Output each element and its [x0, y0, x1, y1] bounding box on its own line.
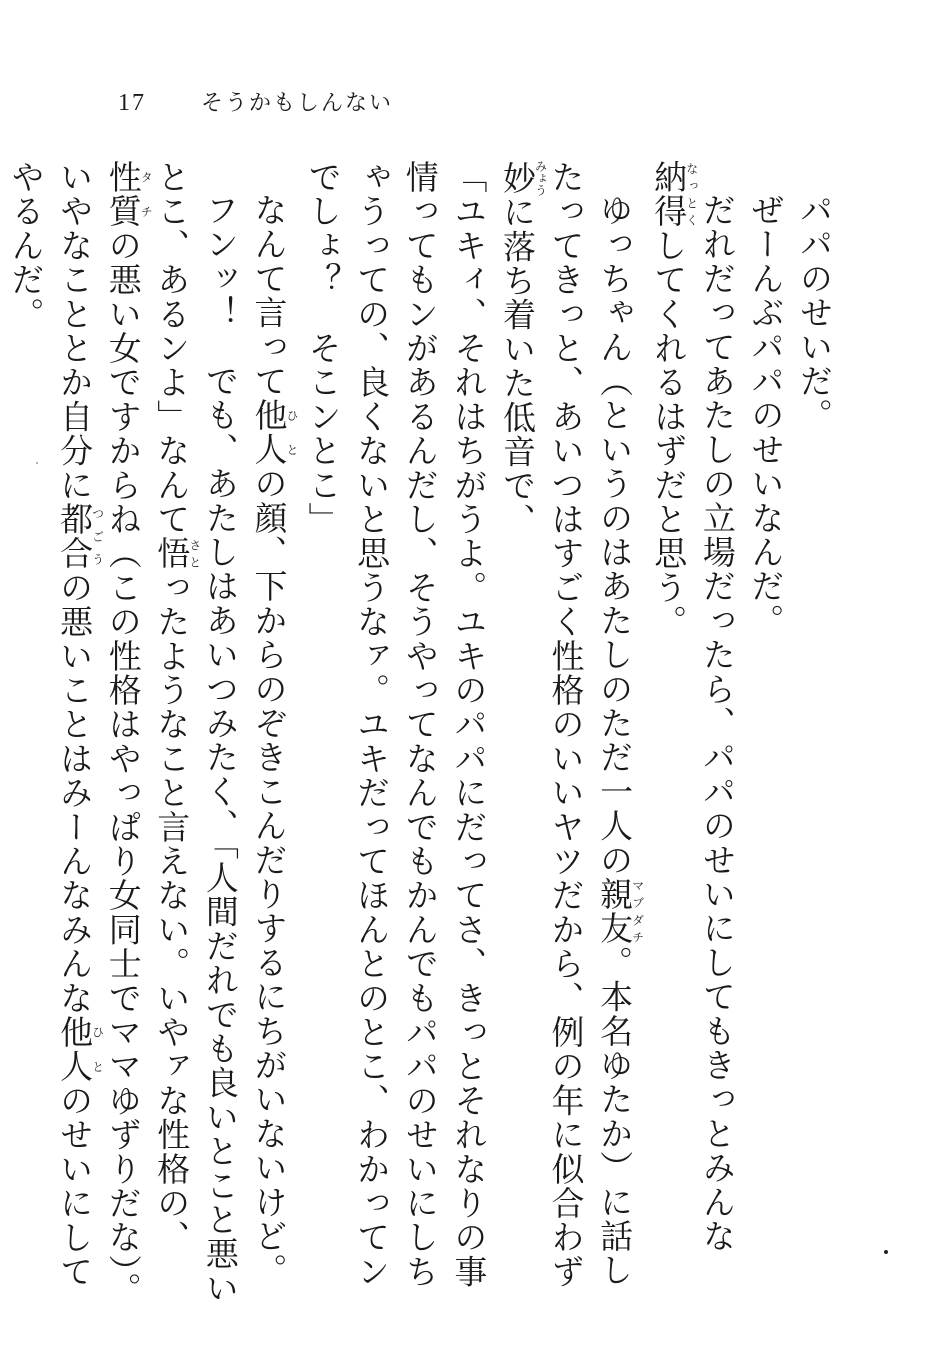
running-header	[118, 86, 393, 117]
ruby-satoru: さと	[187, 536, 202, 571]
paragraph-5-dialogue: 「ユキィ、それはちがうよ。ユキのパパにだってさ、きっとそれなりの事情ってもンがあるんだし、そうやってなんでもかんでもパパのせいにしちゃうっての、良くないと思うなァ。ユキだってほんとのとこ、わかってンでしょ？ そこンとこ」	[303, 160, 489, 1289]
ruby-nattoku: なっとく	[684, 160, 699, 229]
ruby-myou: みょう	[533, 160, 548, 196]
paragraph-7: フンッ！ でも、あたしはあいつみたく、「人間だれでも良いとこと悪いとこ、あるンよ」なんて悟さとったようなこと言えない。いやァな性格の、性質タチの悪い女ですからね（この性格はやっぱり女同士でママゆずりだな）。いやなこととか自分に都合つごうの悪いことはみーんなみんな他人ひとのせいにしてやるんだ。	[6, 160, 240, 1307]
ruby-tsugou: つごう	[90, 502, 105, 571]
paragraph-6: なんて言って他人ひとの顔、下からのぞきこんだりするにちがいないけど。	[249, 193, 299, 1288]
print-dot-mark	[884, 1250, 888, 1254]
ruby-shinyuu: マブダチ	[630, 877, 645, 946]
page-number: 17	[118, 90, 146, 116]
paragraph-3: だれだってあたしの立場だったら、パパのせいにしてもきっとみんな納得なっとくしてくれるはずだと思う。	[649, 160, 737, 1254]
ruby-hito-1: ひと	[284, 398, 299, 467]
ruby-hito-2: ひと	[90, 1015, 105, 1084]
paragraph-4: ゆっちゃん（というのはあたしのただ一人の親友マブダチ。本名ゆたか）に話したってきっと、あいつはすごく性格のいいヤツだから、例の年に似合わず妙みょうに落ち着いた低音で、	[497, 160, 645, 1289]
scan-speck	[36, 462, 38, 464]
body-text	[6, 160, 838, 1320]
paragraph-8	[0, 160, 1, 1320]
paragraph-1: パパのせいだ。	[795, 193, 834, 433]
running-title: そうかもしんない	[201, 91, 394, 116]
paragraph-2: ぜーんぶパパのせいなんだ。	[746, 193, 786, 638]
ruby-tachi: タチ	[139, 160, 154, 229]
